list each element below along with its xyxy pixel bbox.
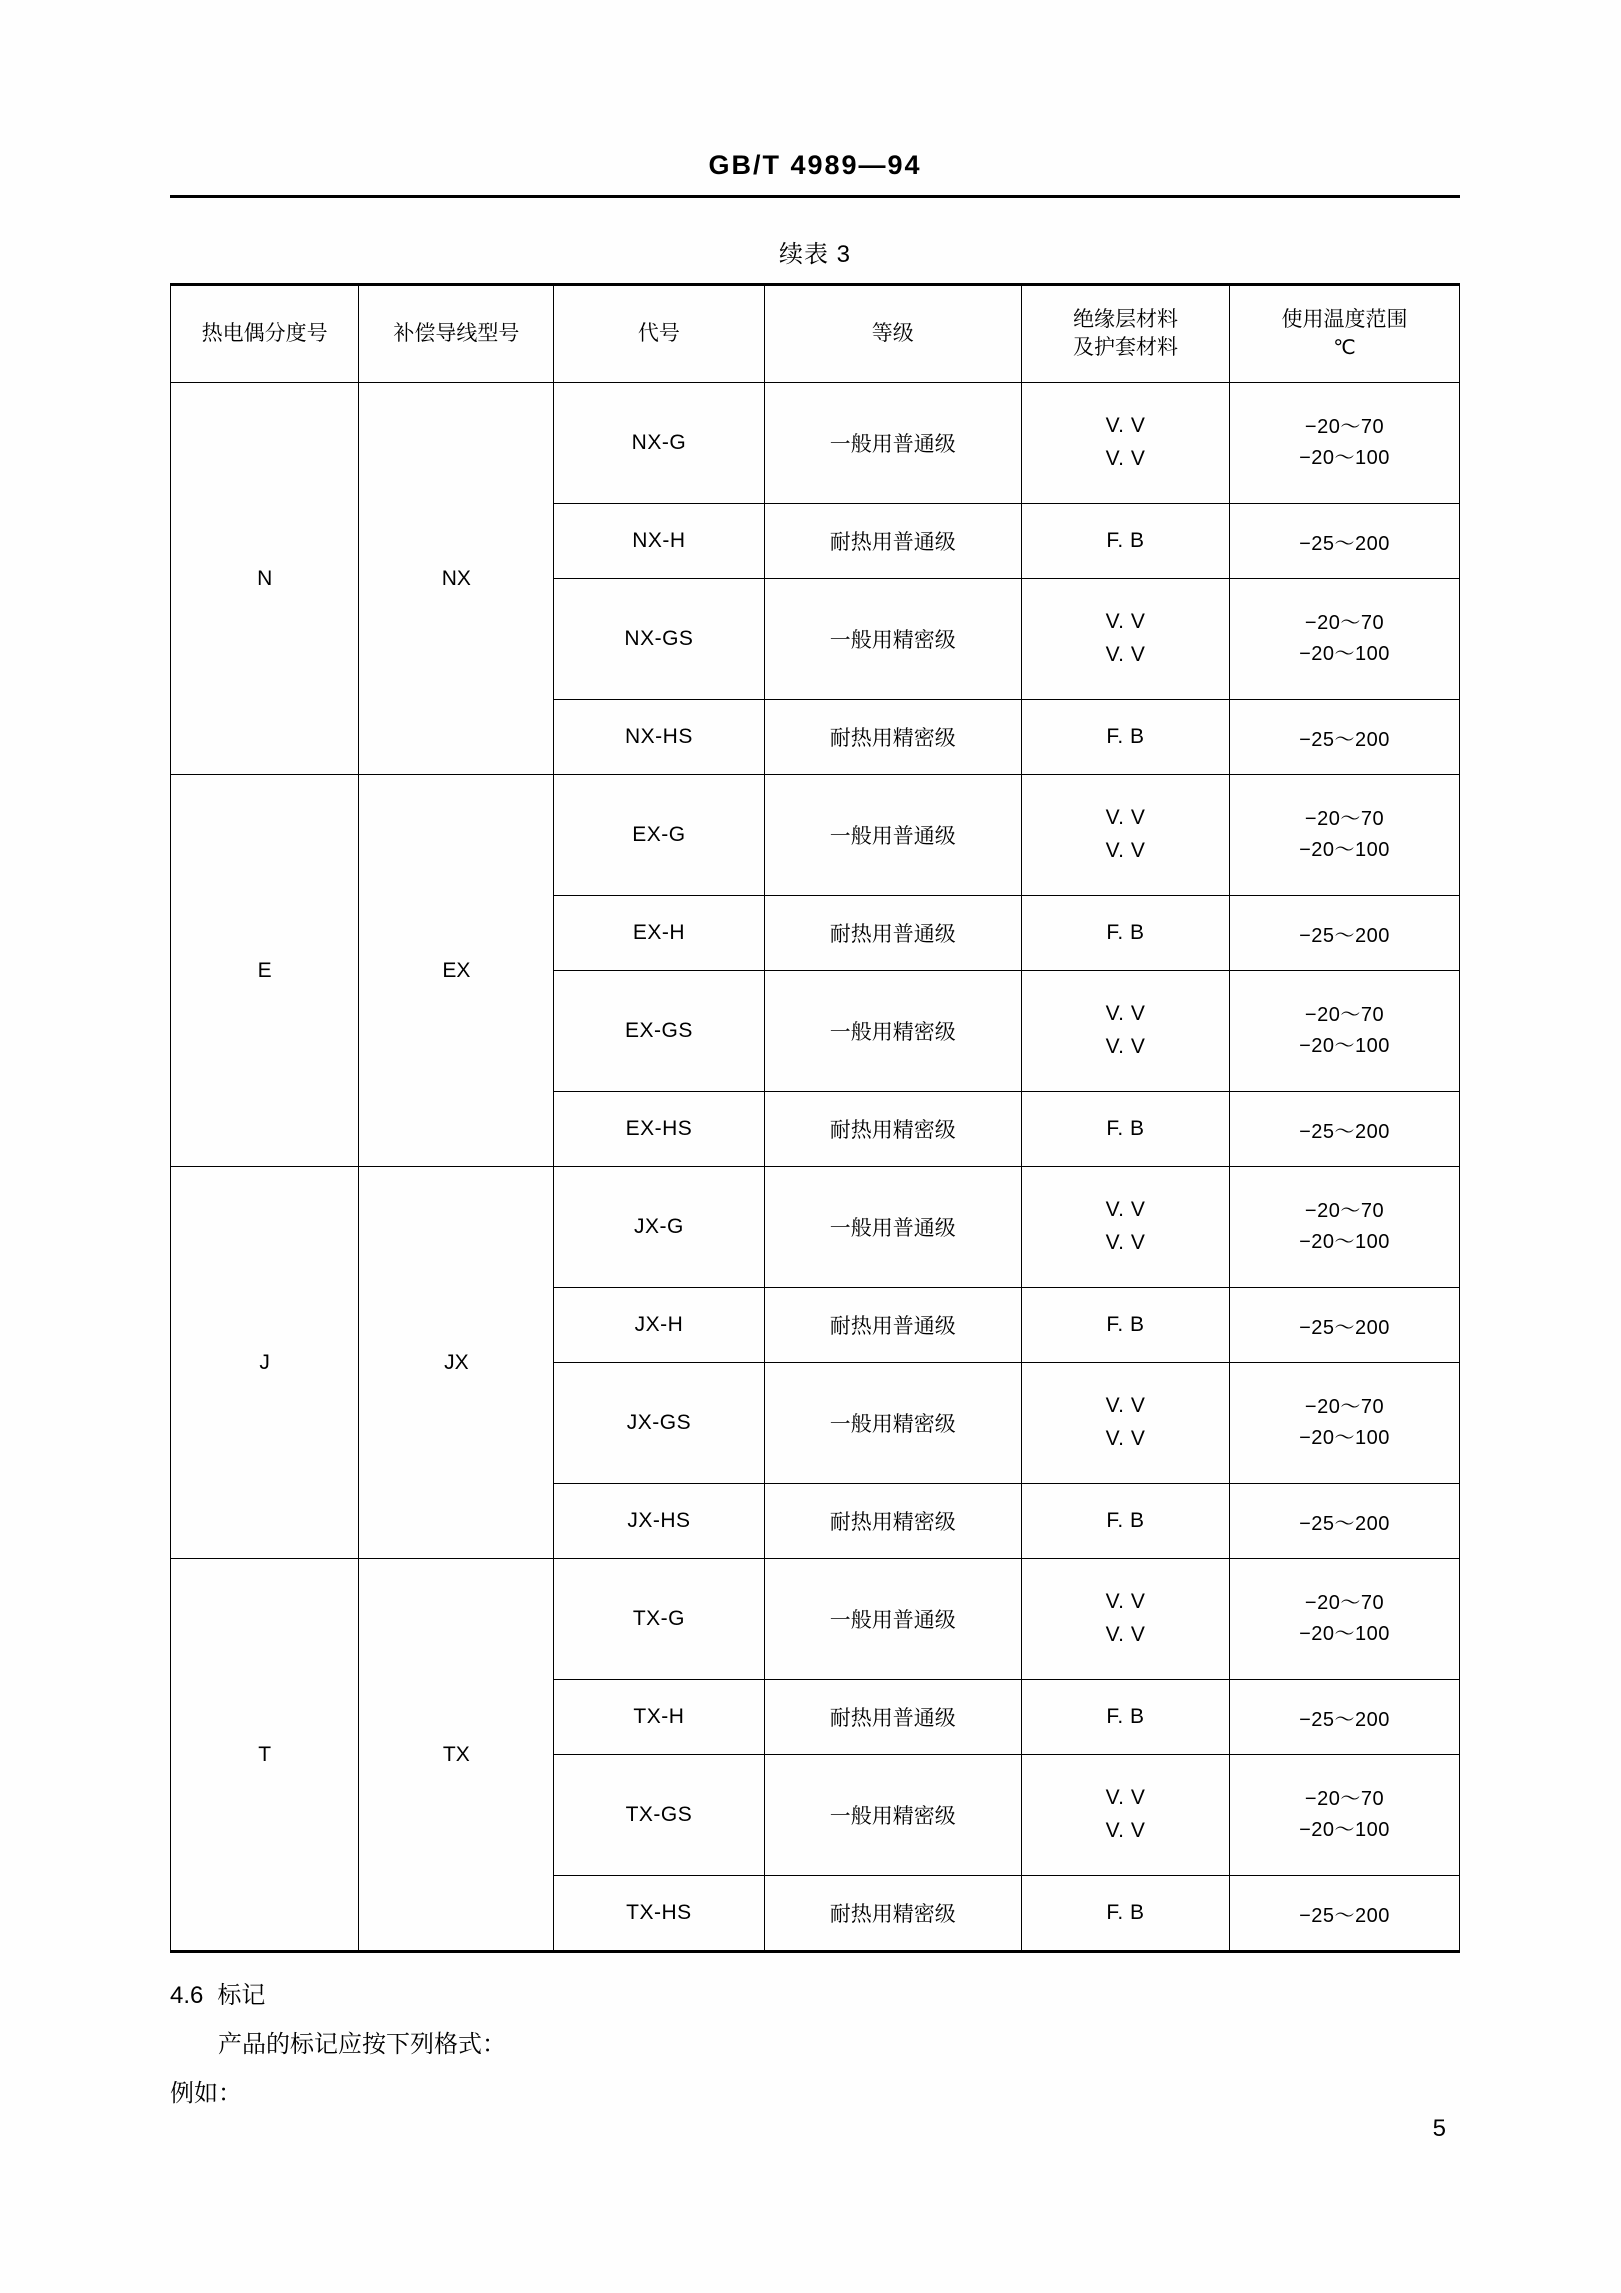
cell-grade: 一般用精密级 xyxy=(764,971,1021,1092)
table-body xyxy=(171,383,1460,1952)
cell-code: NX-H xyxy=(554,504,764,579)
cell-temperature: −25～200 xyxy=(1230,1876,1460,1952)
cell-code: JX-GS xyxy=(554,1363,764,1484)
cell-code: JX-G xyxy=(554,1167,764,1288)
material-line1: V. V xyxy=(1105,610,1146,634)
cell-thermocouple-code: J xyxy=(171,1167,359,1559)
header-grade: 等级 xyxy=(764,285,1021,383)
cell-code: EX-GS xyxy=(554,971,764,1092)
cell-material xyxy=(1021,1559,1229,1680)
section-heading xyxy=(170,1975,1460,2010)
cell-grade: 一般用普通级 xyxy=(764,775,1021,896)
cell-thermocouple-code: N xyxy=(171,383,359,775)
temp-line1: −20～70 xyxy=(1304,612,1385,634)
cell-grade: 耐热用精密级 xyxy=(764,1876,1021,1952)
cell-code: TX-G xyxy=(554,1559,764,1680)
cell-temperature: −25～200 xyxy=(1230,1680,1460,1755)
cell-material xyxy=(1021,579,1229,700)
cell-code: TX-GS xyxy=(554,1755,764,1876)
cell-temperature xyxy=(1230,971,1460,1092)
temp-line1: −20～70 xyxy=(1304,1788,1385,1810)
cell-temperature xyxy=(1230,775,1460,896)
cell-temperature xyxy=(1230,1363,1460,1484)
cell-wire-type: NX xyxy=(359,383,554,775)
temp-line2: −20～100 xyxy=(1299,1819,1390,1841)
cell-temperature xyxy=(1230,579,1460,700)
cell-thermocouple-code: T xyxy=(171,1559,359,1952)
header-code: 代号 xyxy=(554,285,764,383)
header-rule xyxy=(170,195,1460,198)
cell-temperature xyxy=(1230,1755,1460,1876)
material-line2: V. V xyxy=(1105,1427,1146,1450)
temp-line2: −20～100 xyxy=(1299,447,1390,469)
header-material xyxy=(1021,285,1229,383)
cell-wire-type: JX xyxy=(359,1167,554,1559)
cell-temperature: −25～200 xyxy=(1230,1092,1460,1167)
temp-line1: −20～70 xyxy=(1304,1004,1385,1026)
material-line2: V. V xyxy=(1105,447,1146,470)
cell-temperature: −25～200 xyxy=(1230,504,1460,579)
table-row xyxy=(171,775,1460,896)
cell-grade: 一般用精密级 xyxy=(764,579,1021,700)
material-line2: V. V xyxy=(1105,1231,1146,1254)
cell-wire-type: TX xyxy=(359,1559,554,1952)
cell-code: EX-G xyxy=(554,775,764,896)
cell-code: NX-G xyxy=(554,383,764,504)
header-thermocouple-code: 热电偶分度号 xyxy=(171,285,359,383)
cell-grade: 耐热用普通级 xyxy=(764,1288,1021,1363)
cell-temperature xyxy=(1230,1559,1460,1680)
header-material-line1: 绝缘层材料 xyxy=(1072,307,1178,331)
header-material-line2: 及护套材料 xyxy=(1072,336,1178,359)
cell-material xyxy=(1021,1755,1229,1876)
temp-line2: −20～100 xyxy=(1299,1231,1390,1253)
cell-grade: 耐热用普通级 xyxy=(764,504,1021,579)
cell-grade: 一般用普通级 xyxy=(764,383,1021,504)
table-row xyxy=(171,1167,1460,1288)
temp-line1: −20～70 xyxy=(1304,1200,1385,1222)
cell-thermocouple-code: E xyxy=(171,775,359,1167)
cell-material: F. B xyxy=(1021,1092,1229,1167)
cell-grade: 耐热用精密级 xyxy=(764,700,1021,775)
cell-code: NX-GS xyxy=(554,579,764,700)
cell-code: EX-HS xyxy=(554,1092,764,1167)
section-number: 4.6 xyxy=(170,1982,204,2009)
table-header xyxy=(171,285,1460,383)
temp-line1: −20～70 xyxy=(1304,416,1385,438)
cell-grade: 一般用精密级 xyxy=(764,1363,1021,1484)
standard-number-header: GB/T 4989—94 xyxy=(708,150,922,180)
cell-code: TX-H xyxy=(554,1680,764,1755)
temp-line1: −20～70 xyxy=(1304,1396,1385,1418)
section-title: 标记 xyxy=(217,1982,266,2009)
cell-grade: 耐热用精密级 xyxy=(764,1092,1021,1167)
cell-code: TX-HS xyxy=(554,1876,764,1952)
temp-line2: −20～100 xyxy=(1299,839,1390,861)
cell-temperature: −25～200 xyxy=(1230,1484,1460,1559)
cell-wire-type: EX xyxy=(359,775,554,1167)
cell-code: EX-H xyxy=(554,896,764,971)
page-number: 5 xyxy=(1432,2115,1446,2142)
cell-material xyxy=(1021,1167,1229,1288)
cell-material xyxy=(1021,971,1229,1092)
table-row xyxy=(171,383,1460,504)
cell-temperature: −25～200 xyxy=(1230,896,1460,971)
table-header-row xyxy=(171,285,1460,383)
cell-material: F. B xyxy=(1021,1288,1229,1363)
compensating-wire-table xyxy=(170,283,1460,1953)
cell-code: JX-H xyxy=(554,1288,764,1363)
cell-grade: 一般用精密级 xyxy=(764,1755,1021,1876)
material-line1: V. V xyxy=(1105,1786,1146,1810)
cell-grade: 耐热用普通级 xyxy=(764,1680,1021,1755)
cell-temperature: −25～200 xyxy=(1230,700,1460,775)
material-line1: V. V xyxy=(1105,1394,1146,1418)
cell-material xyxy=(1021,383,1229,504)
cell-temperature: −25～200 xyxy=(1230,1288,1460,1363)
header-temp-unit: ℃ xyxy=(1333,336,1356,359)
page-content xyxy=(170,150,1460,2108)
cell-material: F. B xyxy=(1021,1876,1229,1952)
cell-grade: 耐热用普通级 xyxy=(764,896,1021,971)
temp-line2: −20～100 xyxy=(1299,1427,1390,1449)
material-line1: V. V xyxy=(1105,1198,1146,1222)
header-wire-type: 补偿导线型号 xyxy=(359,285,554,383)
cell-material xyxy=(1021,775,1229,896)
material-line2: V. V xyxy=(1105,1819,1146,1842)
temp-line2: −20～100 xyxy=(1299,1035,1390,1057)
material-line2: V. V xyxy=(1105,1035,1146,1058)
temp-line2: −20～100 xyxy=(1299,1623,1390,1645)
material-line1: V. V xyxy=(1105,806,1146,830)
material-line2: V. V xyxy=(1105,839,1146,862)
table-row xyxy=(171,1559,1460,1680)
temp-line1: −20～70 xyxy=(1304,1592,1385,1614)
section-paragraph-2: 例如： xyxy=(170,2080,242,2107)
header-temp-line1: 使用温度范围 xyxy=(1281,308,1408,332)
cell-grade: 一般用普通级 xyxy=(764,1167,1021,1288)
temp-line1: −20～70 xyxy=(1304,808,1385,830)
material-line1: V. V xyxy=(1105,1590,1146,1614)
cell-material: F. B xyxy=(1021,504,1229,579)
material-line2: V. V xyxy=(1105,643,1146,666)
cell-temperature xyxy=(1230,1167,1460,1288)
cell-material: F. B xyxy=(1021,1680,1229,1755)
material-line2: V. V xyxy=(1105,1623,1146,1646)
material-line1: V. V xyxy=(1105,414,1146,438)
header-temperature-range xyxy=(1230,285,1460,383)
cell-temperature xyxy=(1230,383,1460,504)
cell-material: F. B xyxy=(1021,896,1229,971)
cell-grade: 一般用普通级 xyxy=(764,1559,1021,1680)
section-paragraph-1: 产品的标记应按下列格式： xyxy=(218,2031,506,2058)
table-caption: 续表 3 xyxy=(778,241,851,268)
temp-line2: −20～100 xyxy=(1299,643,1390,665)
cell-material: F. B xyxy=(1021,1484,1229,1559)
cell-material xyxy=(1021,1363,1229,1484)
cell-code: JX-HS xyxy=(554,1484,764,1559)
cell-code: NX-HS xyxy=(554,700,764,775)
material-line1: V. V xyxy=(1105,1002,1146,1026)
cell-material: F. B xyxy=(1021,700,1229,775)
cell-grade: 耐热用精密级 xyxy=(764,1484,1021,1559)
